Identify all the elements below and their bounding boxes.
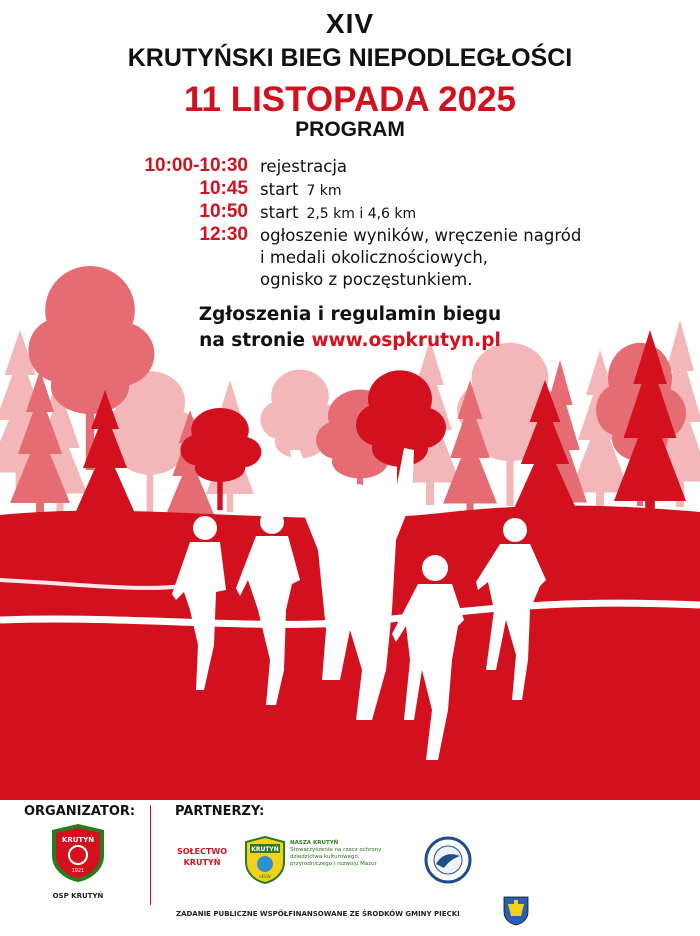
schedule-desc-cont: i medali okolicznościowych,: [260, 248, 489, 267]
schedule-time: 12:30: [199, 224, 248, 245]
nasza-logo-year: LKSW: [259, 874, 271, 879]
solectwo-line1: SOŁECTWO: [176, 847, 228, 856]
schedule-detail: 7 km: [306, 183, 342, 199]
funding-note: ZADANIE PUBLICZNE WSPÓŁFINANSOWANE ZE ŚRODKÓW GMINY PIECKI: [176, 910, 460, 918]
program-heading: PROGRAM: [295, 118, 405, 141]
nasza-logo-text: KRUTYŃ: [251, 846, 279, 853]
solectwo-krutyn: [172, 846, 232, 868]
event-date: 11 LISTOPADA 2025: [183, 80, 516, 119]
osp-logo-year: 1921: [71, 868, 85, 874]
osp-krutyn-logo: [50, 822, 106, 884]
gmina-piecki-coat-of-arms: [503, 896, 529, 926]
partners-label: PARTNERZY:: [175, 804, 265, 819]
schedule-time: 10:00-10:30: [144, 155, 248, 176]
registration-url-link[interactable]: www.ospkrutyn.pl: [311, 330, 501, 351]
schedule-desc-text: start: [260, 180, 299, 199]
footer-divider: [150, 805, 151, 905]
osp-logo-text: KRUTYŃ: [61, 836, 95, 844]
event-title: KRUTYŃSKI BIEG NIEPODLEGŁOŚCI: [127, 44, 573, 72]
registration-line2: [0, 328, 700, 354]
nasza-title: NASZA KRUTYŃ: [290, 840, 339, 846]
nasza-krutyn-logo: [244, 836, 286, 884]
registration-prefix: na stronie: [199, 330, 305, 351]
osp-name: OSP KRUTYŃ: [52, 892, 104, 900]
schedule-desc: [260, 203, 416, 222]
nasza-desc: przyrodniczego i rozwoju Mazur: [290, 861, 377, 867]
schedule-desc-text: rejestracja: [260, 157, 348, 176]
nasza-desc: Stowarzyszenie na rzecz ochrony: [290, 847, 382, 853]
solectwo-line2: KRUTYŃ: [183, 858, 221, 867]
schedule-time: 10:45: [199, 178, 248, 199]
schedule-desc-cont: ognisko z poczęstunkiem.: [260, 270, 473, 289]
edition-number: XIV: [325, 8, 375, 39]
registration-line1: Zgłoszenia i regulamin biegu: [198, 304, 502, 325]
registration-info: [0, 302, 700, 354]
schedule-desc: [260, 180, 342, 199]
schedule-time: 10:50: [199, 201, 248, 222]
schedule-desc: [260, 157, 347, 176]
schedule-desc-text: start: [260, 203, 299, 222]
nasza-desc: dziedzictwa kulturowego,: [290, 854, 360, 860]
schedule-detail: 2,5 km i 4,6 km: [306, 206, 417, 222]
partner-round-logo: [424, 836, 472, 884]
nasza-krutyn-info: [290, 840, 381, 868]
schedule-desc: ogłoszenie wyników, wręczenie nagród: [260, 226, 582, 245]
organizer-label: ORGANIZATOR:: [24, 804, 136, 819]
